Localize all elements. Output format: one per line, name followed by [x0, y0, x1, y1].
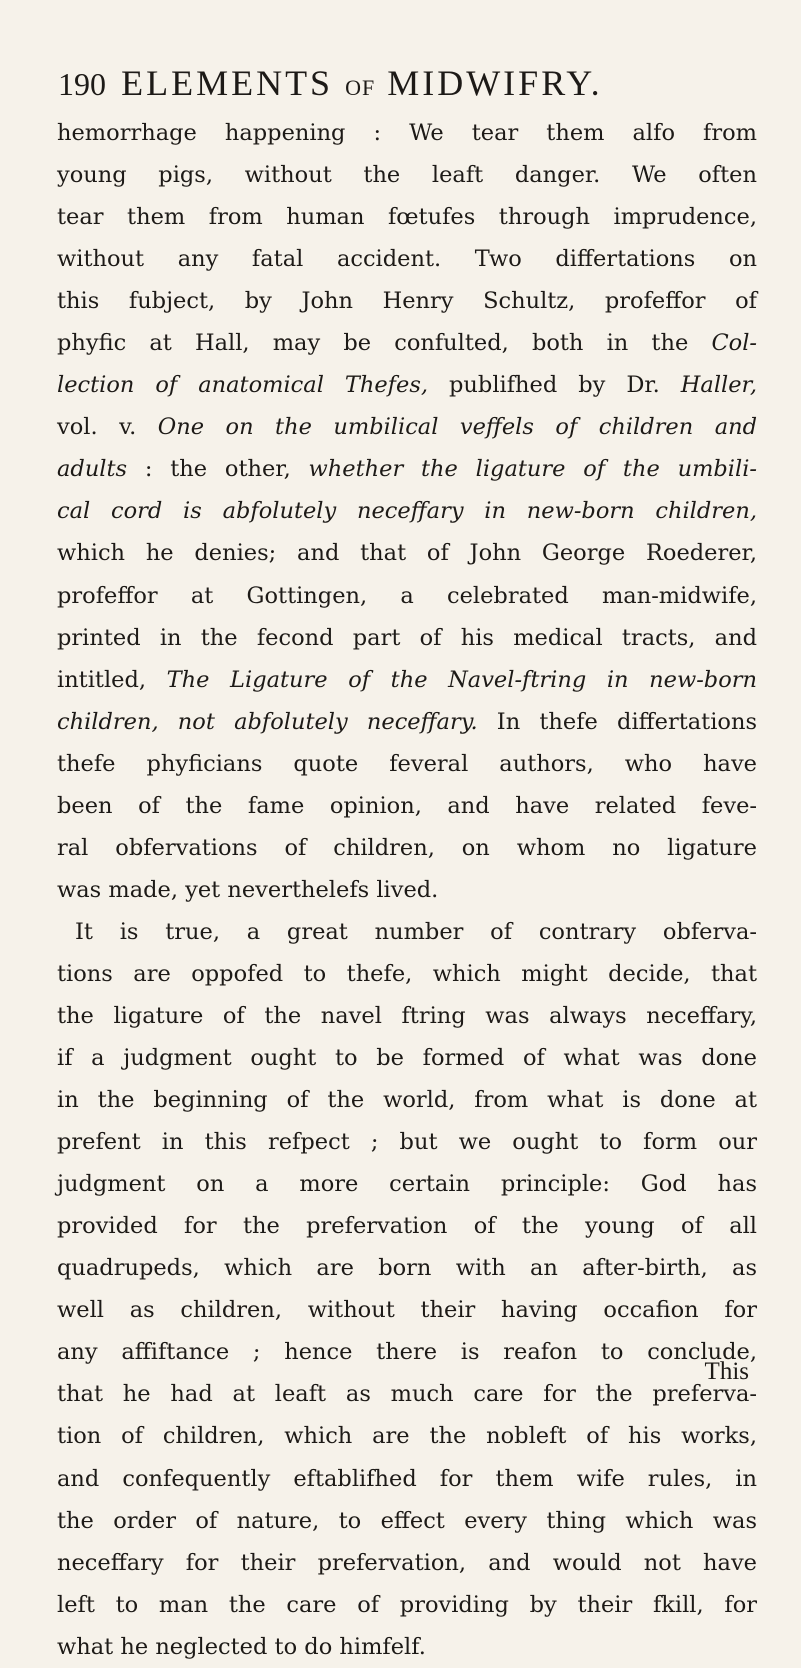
text-line — [57, 1205, 757, 1247]
italic-text: adults — [57, 456, 128, 483]
text-line — [57, 280, 757, 322]
text-run: In thefe differtations — [477, 708, 757, 735]
text-run: prefent in this refpect ; but we ought to form our — [57, 1129, 757, 1156]
text-line — [57, 1542, 757, 1584]
text-run: hemorrhage happening : We tear them alfo from — [57, 120, 757, 146]
text-run: : the other, — [127, 456, 309, 483]
text-line — [57, 1415, 757, 1457]
text-line — [57, 448, 757, 490]
italic-text: Col- — [711, 330, 757, 357]
italic-text: lection of anatomical Thefes, — [57, 372, 429, 399]
italic-text: Haller, — [680, 372, 757, 399]
running-title — [121, 63, 602, 103]
text-line — [57, 1121, 757, 1163]
text-run: without any fatal accident. Two differtations on — [57, 246, 757, 273]
text-line — [57, 1584, 757, 1626]
text-line — [57, 196, 757, 238]
text-line — [57, 995, 757, 1037]
running-header — [58, 62, 758, 112]
text-run: this fubject, by John Henry Schultz, profeffor of — [57, 288, 757, 315]
text-line — [57, 1373, 757, 1415]
text-run: tions are oppofed to thefe, which might decide, that — [57, 960, 757, 987]
text-line — [57, 1163, 757, 1205]
text-line — [57, 575, 757, 617]
italic-text: One on the umbilical veffels of children and — [157, 414, 758, 441]
text-line — [57, 112, 757, 154]
text-run: what he neglected to do himfelf. — [57, 1633, 426, 1660]
text-run: well as children, without their having occafion for — [57, 1297, 757, 1324]
text-line — [57, 743, 757, 785]
text-run: phyfic at Hall, may be confulted, both in the — [57, 330, 712, 357]
text-line — [57, 701, 757, 743]
text-line — [57, 659, 757, 701]
text-line — [57, 1289, 757, 1331]
catchword: This — [704, 1358, 749, 1385]
text-run: and confequently eftablifhed for them wife rules, in — [57, 1465, 757, 1492]
running-title-main: ELEMENTS — [121, 63, 334, 103]
text-line — [57, 1079, 757, 1121]
text-run: any affiftance ; hence there is reafon to conclude, — [57, 1339, 757, 1366]
text-run: been of the fame opinion, and have related feve- — [57, 792, 757, 819]
text-run: the order of nature, to effect every thing which was — [57, 1507, 757, 1534]
body-text — [57, 112, 757, 1668]
text-line — [57, 406, 757, 448]
text-run: tear them from human fœtufes through imprudence, — [57, 204, 757, 231]
text-run: profeffor at Gottingen, a celebrated man-midwife, — [57, 582, 757, 609]
text-run: It is true, a great number of contrary obferva- — [75, 918, 757, 945]
text-line — [57, 154, 757, 196]
text-run: vol. v. — [57, 414, 158, 441]
text-line — [57, 1331, 757, 1373]
text-run: quadrupeds, which are born with an after-birth, as — [57, 1255, 757, 1282]
text-run: printed in the fecond part of his medical tracts, and — [57, 624, 757, 651]
italic-text: whether the ligature of the umbili- — [308, 456, 758, 483]
text-run: was made, yet neverthelefs lived. — [57, 876, 439, 903]
text-line — [57, 1247, 757, 1289]
running-title-of: OF — [345, 75, 376, 100]
text-line — [57, 869, 757, 911]
text-line — [57, 785, 757, 827]
text-run: which he denies; and that of John George Roederer, — [57, 540, 757, 567]
text-run: thefe phyficians quote feveral authors, who have — [57, 750, 757, 777]
running-title-subject: MIDWIFRY. — [387, 63, 603, 103]
italic-text: cal cord is abfolutely neceffary in new-born children, — [57, 498, 757, 525]
text-line — [57, 617, 757, 659]
italic-text: The Ligature of the Navel-ftring in new-born — [166, 666, 758, 693]
page-number: 190 — [58, 66, 106, 102]
text-run: left to man the care of providing by their fkill, for — [57, 1591, 757, 1618]
text-line — [57, 827, 757, 869]
text-line — [57, 532, 757, 574]
text-run: provided for the prefervation of the young of all — [57, 1213, 757, 1240]
text-line — [57, 1500, 757, 1542]
text-run: the ligature of the navel ftring was always neceffary, — [57, 1002, 757, 1029]
text-run: young pigs, without the leaft danger. We often — [57, 162, 757, 189]
text-line — [57, 1037, 757, 1079]
text-line — [57, 911, 757, 953]
text-line — [57, 490, 757, 532]
text-run: if a judgment ought to be formed of what was done — [57, 1045, 757, 1072]
text-line — [57, 238, 757, 280]
text-line — [57, 1626, 757, 1668]
text-run: in the beginning of the world, from what is done at — [57, 1087, 757, 1114]
text-run: tion of children, which are the nobleft of his works, — [57, 1423, 757, 1450]
italic-text: children, not abfolutely neceffary. — [57, 708, 478, 735]
text-run: neceffary for their prefervation, and would not have — [57, 1549, 757, 1576]
text-run: that he had at leaft as much care for the preferva- — [57, 1381, 757, 1408]
text-line — [57, 322, 757, 364]
text-run: judgment on a more certain principle: God has — [57, 1171, 757, 1198]
text-run: intitled, — [57, 666, 167, 693]
text-line — [57, 953, 757, 995]
text-line — [57, 364, 757, 406]
text-line — [57, 1458, 757, 1500]
text-run: publifhed by Dr. — [428, 372, 681, 399]
text-run: ral obfervations of children, on whom no ligature — [57, 834, 757, 861]
